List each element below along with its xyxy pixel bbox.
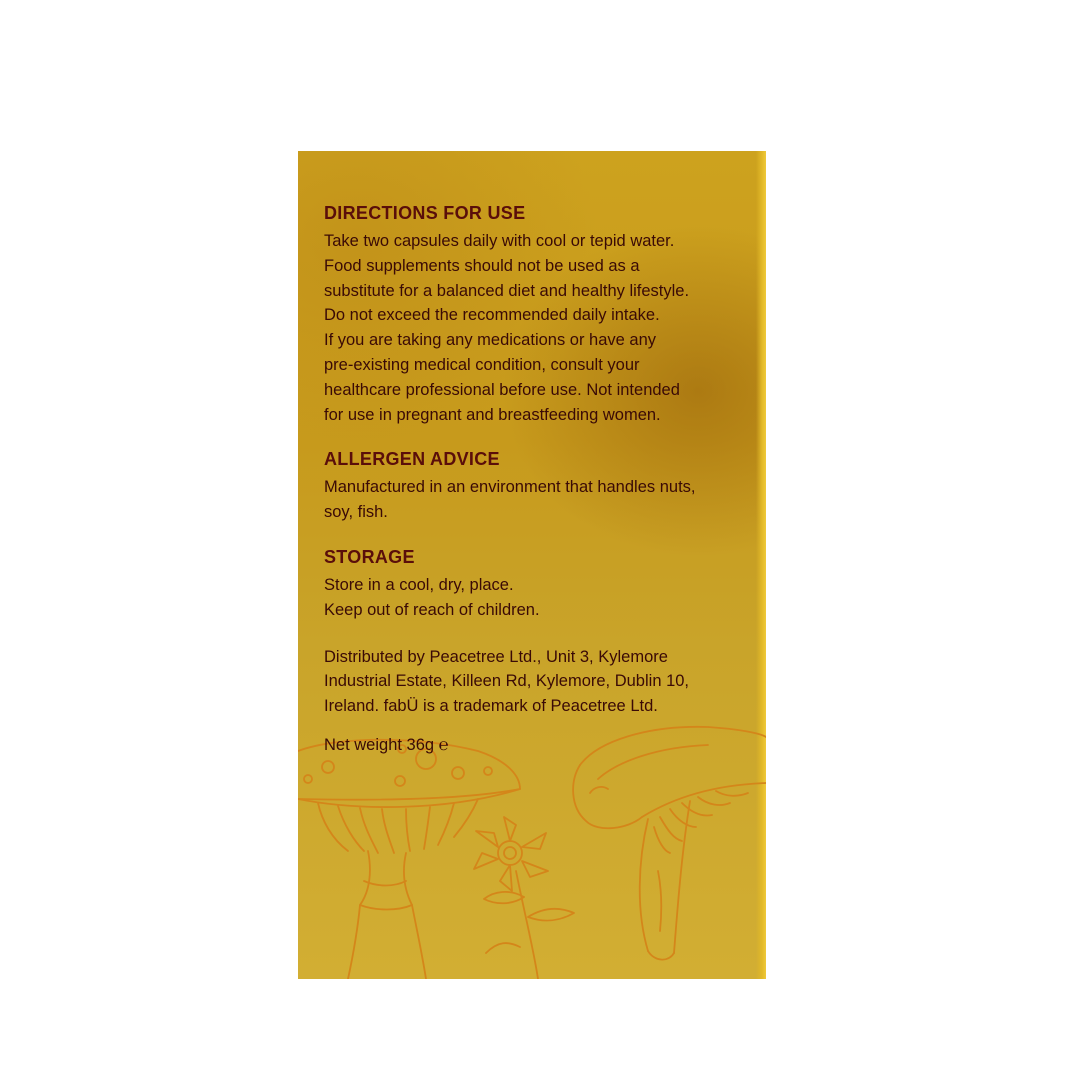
allergen-section [324,449,754,525]
storage-heading: STORAGE [324,546,415,567]
storage-line: Store in a cool, dry, place. [324,575,514,594]
directions-line: Take two capsules daily with cool or tepid water. [324,232,675,250]
directions-heading: DIRECTIONS FOR USE [324,203,526,223]
mushroom-icon [298,740,520,979]
distributor-text [324,645,754,719]
allergen-line: soy, fish. [324,503,388,522]
distributor-line: Industrial Estate, Killeen Rd, Kylemore, Dublin 10, [324,672,690,691]
allergen-heading: ALLERGEN ADVICE [324,449,500,470]
flower-icon [474,817,574,979]
directions-line: for use in pregnant and breastfeeding women. [324,405,661,424]
distributor-line: Ireland. fabÜ is a trademark of Peacetree Ltd. [324,697,658,716]
distributor-section [324,645,754,719]
chanterelle-icon [573,727,766,960]
allergen-text [324,475,754,525]
directions-line: If you are taking any medications or have any [324,331,657,350]
directions-line: pre-existing medical condition, consult your [324,355,640,374]
storage-line: Keep out of reach of children. [324,600,540,619]
directions-line: healthcare professional before use. Not intended [324,380,680,399]
package-back-panel [298,151,766,979]
directions-line: Food supplements should not be used as a [324,256,640,275]
distributor-line: Distributed by Peacetree Ltd., Unit 3, Kylemore [324,647,668,666]
directions-text [324,229,754,427]
label-text-block [324,203,754,758]
storage-section [324,547,754,623]
directions-line: substitute for a balanced diet and healthy lifestyle. [324,281,690,300]
net-weight: Net weight 36g ℮ [324,735,449,754]
storage-text [324,573,754,623]
mushroom-illustration [298,721,766,979]
directions-section [324,203,754,427]
directions-line: Do not exceed the recommended daily intake. [324,306,660,325]
allergen-line: Manufactured in an environment that handles nuts, [324,478,696,497]
